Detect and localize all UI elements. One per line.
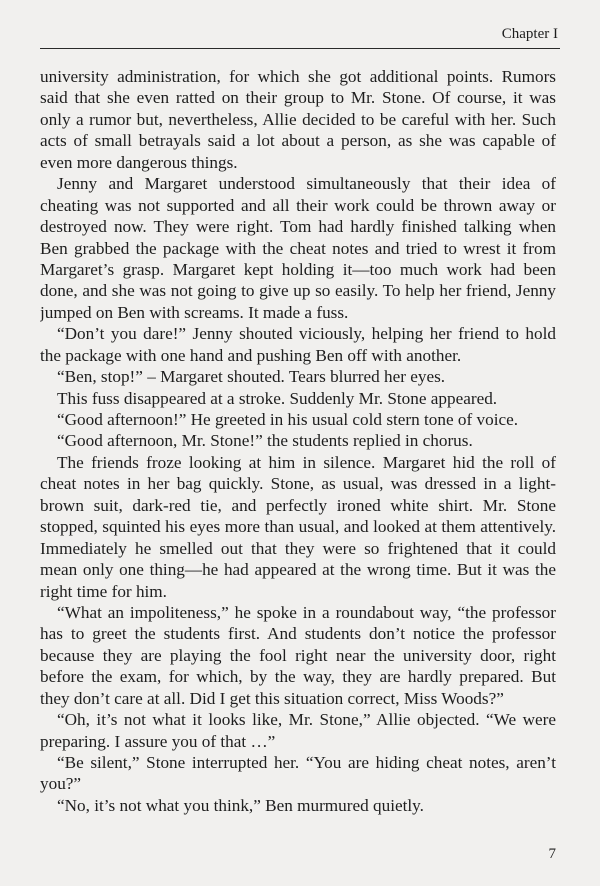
text-line: before the exam, for which, by the way, they are hardly prepared. But bbox=[40, 667, 556, 687]
text-line: Margaret’s grasp. Margaret kept holding it—too much work had been bbox=[40, 259, 556, 279]
text-line: cheat notes in her bag quickly. Stone, as usual, was dressed in a light- bbox=[40, 474, 556, 494]
text-line: acts of small betrayals said a lot about a person, as she was capable of bbox=[40, 131, 556, 151]
text-line: cheating was not supported and all their work could be thrown away or bbox=[40, 195, 556, 215]
text-line: only a rumor but, nevertheless, Allie decided to be careful with her. Such bbox=[40, 109, 556, 129]
text-line: destroyed now. They were right. Tom had hardly finished talking when bbox=[40, 217, 556, 237]
page-header bbox=[40, 22, 560, 49]
text-line: right time for him. bbox=[40, 581, 167, 601]
running-head: Chapter I bbox=[501, 26, 558, 42]
text-line: you?” bbox=[40, 774, 82, 794]
page-number: 7 bbox=[548, 846, 556, 862]
text-line: “Good afternoon!” He greeted in his usual cold stern tone of voice. bbox=[57, 410, 519, 429]
text-line: Immediately he smelled out that they were so frightened that it could bbox=[40, 538, 556, 558]
text-line: “Ben, stop!” – Margaret shouted. Tears blurred her eyes. bbox=[57, 367, 446, 387]
text-line: The friends froze looking at him in silence. Margaret hid the roll of bbox=[57, 452, 556, 472]
text-line: “Be silent,” Stone interrupted her. “You are hiding cheat notes, aren’t bbox=[57, 753, 556, 772]
text-line: done, and she was not going to give up so easily. To help her friend, Jenny bbox=[40, 281, 556, 301]
text-line: because they are playing the fool right near the university door, right bbox=[40, 645, 556, 665]
text-line: Jenny and Margaret understood simultaneously that their idea of bbox=[57, 174, 556, 194]
body-text bbox=[40, 66, 556, 816]
text-line: said that she even ratted on their group to Mr. Stone. Of course, it was bbox=[40, 88, 556, 108]
text-line: stopped, squinted his eyes more than usual, and looked at them attentively. bbox=[40, 517, 556, 537]
text-line: Ben grabbed the package with the cheat notes and tried to wrest it from bbox=[40, 238, 556, 258]
text-line: “Good afternoon, Mr. Stone!” the students replied in chorus. bbox=[57, 431, 473, 451]
text-line: “No, it’s not what you think,” Ben murmured quietly. bbox=[57, 795, 424, 815]
text-line: they don’t care at all. Did I get this situation correct, Miss Woods?” bbox=[40, 688, 504, 708]
text-line: mean only one thing—he had appeared at the wrong time. But it was the bbox=[40, 560, 556, 580]
text-line: This fuss disappeared at a stroke. Suddenly Mr. Stone appeared. bbox=[57, 388, 498, 408]
text-line: “Oh, it’s not what it looks like, Mr. Stone,” Allie objected. “We were bbox=[57, 710, 556, 730]
text-line: university administration, for which she got additional points. Rumors bbox=[40, 67, 556, 86]
text-line: “Don’t you dare!” Jenny shouted viciously, helping her friend to hold bbox=[57, 324, 556, 344]
text-line: brown suit, dark-red tie, and perfectly ironed white shirt. Mr. Stone bbox=[40, 495, 556, 515]
text-line: preparing. I assure you of that …” bbox=[40, 731, 276, 751]
text-line: “What an impoliteness,” he spoke in a roundabout way, “the professor bbox=[57, 602, 556, 622]
text-line: jumped on Ben with screams. It made a fuss. bbox=[40, 302, 349, 322]
text-line: even more dangerous things. bbox=[40, 152, 238, 172]
text-line: the package with one hand and pushing Ben off with another. bbox=[40, 345, 462, 365]
text-line: has to greet the students first. And students don’t notice the professor bbox=[40, 624, 556, 644]
